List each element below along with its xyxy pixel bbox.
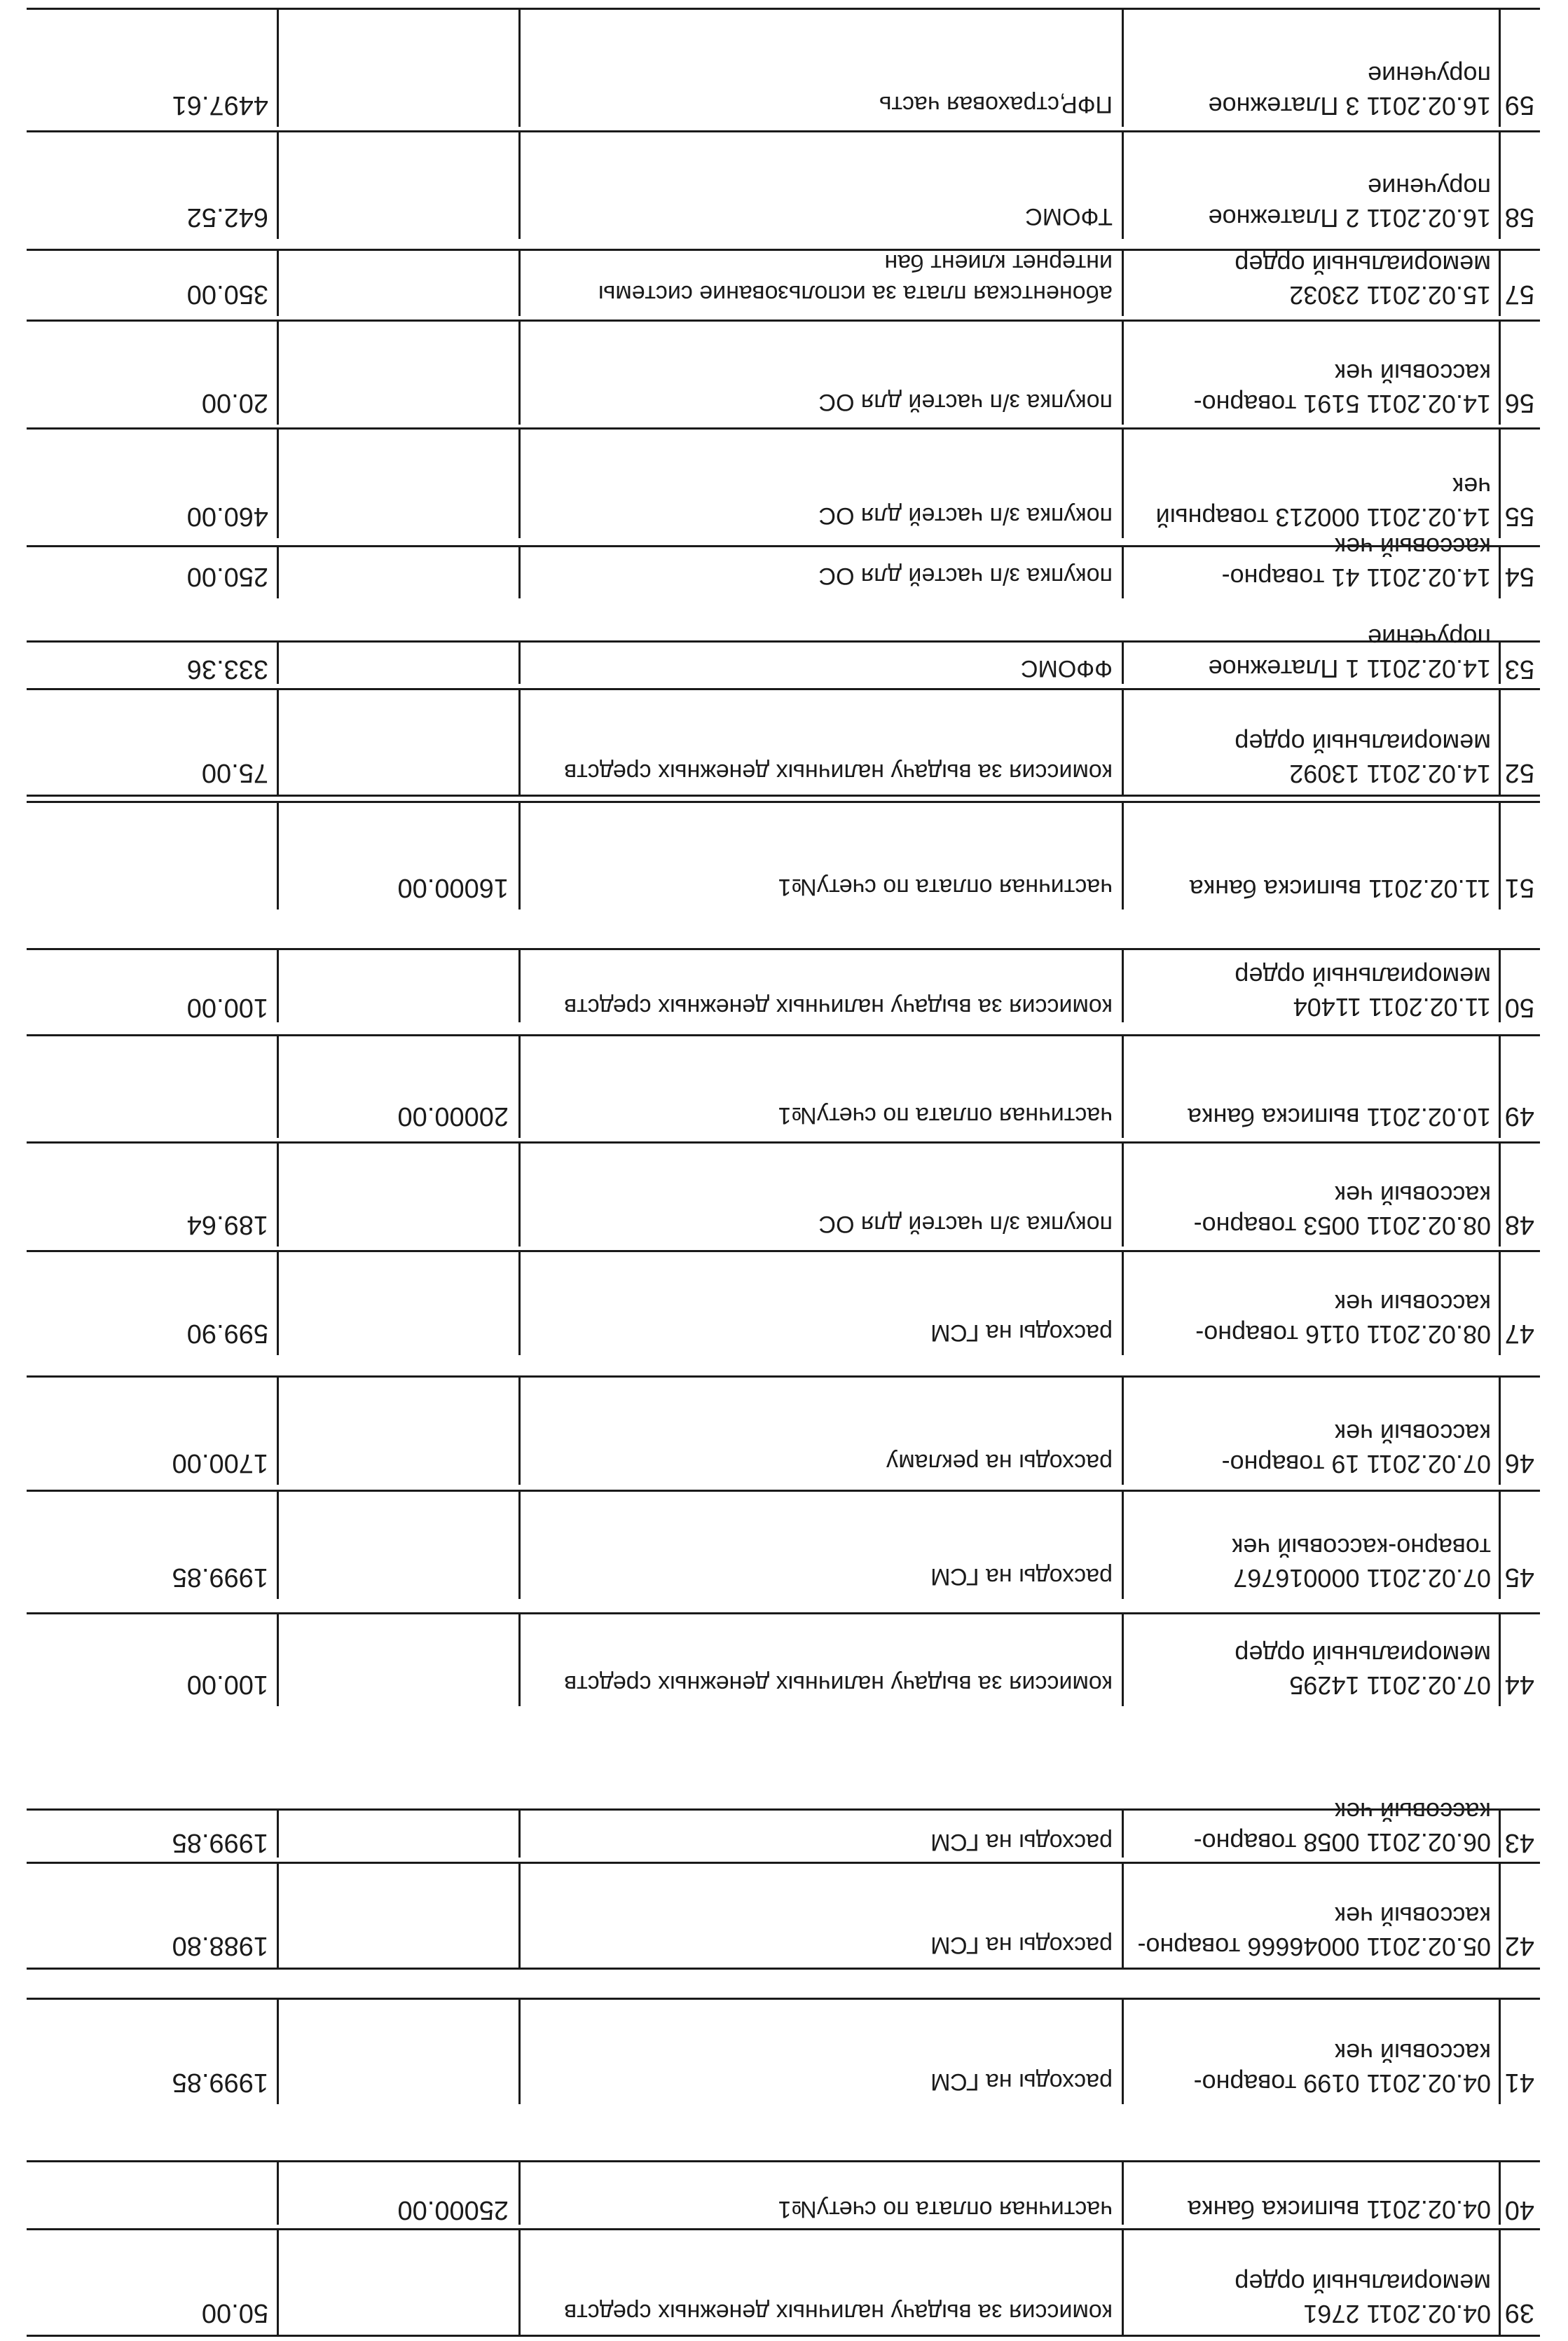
document-number: 11404: [1293, 993, 1362, 1022]
table-row: [27, 1998, 1540, 2104]
row-number: [1501, 2230, 1540, 2335]
document-number: 2761: [1303, 2300, 1360, 2328]
description-text: частичная оплата по счету№1: [778, 2196, 1113, 2223]
document-type: товарный чек: [1155, 472, 1491, 532]
outgoing-amount-text: 1988.80: [172, 1931, 268, 1961]
row-number-text: 58: [1504, 202, 1534, 232]
incoming-amount: [279, 803, 517, 909]
document-number: 23032: [1289, 281, 1360, 310]
table-row: [27, 2228, 1540, 2337]
outgoing-amount: [30, 1378, 275, 1485]
row-number-text: 48: [1504, 1210, 1534, 1240]
document-date: 07.02.2011: [1366, 1671, 1491, 1700]
outgoing-amount-text: 1999.85: [172, 1563, 268, 1592]
table-row: [27, 1612, 1540, 1706]
document-number: 2: [1345, 204, 1360, 233]
document-cell: [1124, 1252, 1497, 1355]
outgoing-amount: [30, 547, 275, 598]
operation-description: [521, 132, 1120, 239]
outgoing-amount: [30, 1614, 275, 1706]
outgoing-amount-text: 20.00: [201, 388, 268, 418]
row-number: [1501, 547, 1540, 598]
outgoing-amount-text: 1700.00: [172, 1448, 268, 1478]
row-number: [1501, 2162, 1540, 2225]
operation-description: [521, 1811, 1120, 1858]
document-date: 04.02.2011: [1366, 2069, 1491, 2098]
description-text: частичная оплата по счету№1: [778, 874, 1113, 900]
document-date: 16.02.2011: [1366, 92, 1491, 121]
document-number: 00046666: [1247, 1932, 1360, 1961]
document-type: мемориальный ордер: [1235, 2269, 1491, 2298]
outgoing-amount-text: 50.00: [201, 2298, 268, 2328]
document-type: товарно-кассовый чек: [1193, 359, 1491, 418]
document-number: 000213: [1275, 503, 1360, 532]
description-text: ТФОМС: [1025, 203, 1113, 230]
document-date: 08.02.2011: [1366, 1211, 1491, 1240]
document-type: товарно-кассовый чек: [1193, 2038, 1491, 2098]
outgoing-amount: [30, 1252, 275, 1355]
description-text: комиссия за выдачу наличных денежных средств: [564, 994, 1113, 1020]
row-number: [1501, 950, 1540, 1022]
incoming-amount: [279, 1492, 517, 1599]
document-number: 19: [1331, 1450, 1360, 1478]
outgoing-amount: [30, 1811, 275, 1858]
document-cell: [1124, 950, 1497, 1022]
table-row: [27, 8, 1540, 127]
row-number: [1501, 1378, 1540, 1485]
operation-description: [521, 10, 1120, 127]
description-text: расходы на ГСМ: [930, 2068, 1113, 2095]
row-number-text: 43: [1504, 1828, 1534, 1858]
row-number: [1501, 643, 1540, 684]
table-row: [27, 533, 1540, 598]
row-number-text: 47: [1504, 1319, 1534, 1348]
incoming-amount: [279, 1036, 517, 1138]
outgoing-amount-text: 189.64: [186, 1210, 268, 1240]
description-text: частичная оплата по счету№1: [778, 1102, 1113, 1129]
document-cell: [1124, 1378, 1497, 1485]
document-date: 07.02.2011: [1366, 1450, 1491, 1478]
document-cell: [1124, 690, 1497, 795]
incoming-amount: [279, 1378, 517, 1485]
description-text: покупка з/п частей для ОС: [818, 563, 1113, 589]
document-number: 0199: [1303, 2069, 1360, 2098]
incoming-amount: [279, 2000, 517, 2104]
incoming-amount: [279, 690, 517, 795]
operation-description: [521, 950, 1120, 1022]
outgoing-amount: [30, 322, 275, 425]
document-number: 14295: [1289, 1671, 1360, 1700]
row-number-text: 50: [1504, 993, 1534, 1022]
document-type: выписка банка: [1188, 2195, 1360, 2224]
row-number-text: 53: [1504, 654, 1534, 684]
description-text: покупка з/п частей для ОС: [818, 502, 1113, 529]
row-number: [1501, 1864, 1540, 1968]
incoming-amount: [279, 1864, 517, 1968]
row-number-text: 56: [1504, 388, 1534, 418]
document-type: выписка банка: [1189, 874, 1362, 903]
row-number: [1501, 10, 1540, 127]
document-date: 14.02.2011: [1366, 390, 1491, 418]
document-type: товарно-кассовый чек: [1221, 533, 1491, 592]
row-number: [1501, 132, 1540, 239]
document-date: 10.02.2011: [1366, 1103, 1491, 1132]
document-number: 3: [1345, 92, 1360, 121]
outgoing-amount: [30, 2000, 275, 2104]
document-type: товарно-кассовый чек: [1193, 1797, 1491, 1857]
table-row: [27, 1490, 1540, 1599]
document-cell: [1124, 2162, 1497, 2225]
description-text: расходы на ГСМ: [930, 1319, 1113, 1346]
document-number: 0053: [1303, 1211, 1360, 1240]
document-type: мемориальный ордер: [1235, 729, 1491, 757]
table-row: [27, 948, 1540, 1022]
incoming-amount: [279, 1252, 517, 1355]
row-number: [1501, 690, 1540, 795]
document-number: 5191: [1303, 390, 1360, 418]
table-row: [27, 1250, 1540, 1355]
row-number-text: 39: [1504, 2298, 1534, 2328]
operation-description: [521, 1378, 1120, 1485]
document-cell: [1124, 430, 1497, 538]
description-text: покупка з/п частей для ОС: [818, 389, 1113, 416]
incoming-amount: [279, 251, 517, 316]
document-cell: [1124, 1864, 1497, 1968]
table-row: [27, 624, 1540, 684]
document-cell: [1124, 2230, 1497, 2335]
document-type: товарно-кассовый чек: [1232, 1533, 1491, 1562]
incoming-amount: [279, 322, 517, 425]
incoming-amount: [279, 132, 517, 239]
document-type: мемориальный ордер: [1235, 1640, 1491, 1669]
outgoing-amount-text: 1999.85: [172, 2068, 268, 2097]
document-type: товарно-кассовый чек: [1221, 1419, 1491, 1478]
row-number-text: 41: [1504, 2068, 1534, 2097]
operation-description: [521, 1492, 1120, 1599]
row-number-text: 40: [1504, 2195, 1534, 2225]
operation-description: [521, 643, 1120, 684]
document-number: 13092: [1289, 760, 1360, 788]
outgoing-amount: [30, 2162, 275, 2225]
document-number: 0116: [1305, 1320, 1360, 1349]
description-text: комиссия за выдачу наличных денежных средств: [564, 759, 1113, 785]
document-cell: [1124, 132, 1497, 239]
description-text: расходы на ГСМ: [930, 1932, 1113, 1958]
document-cell: [1124, 1614, 1497, 1706]
document-date: 14.02.2011: [1366, 503, 1491, 532]
operation-description: [521, 1036, 1120, 1138]
table-row: [27, 1797, 1540, 1858]
row-number: [1501, 1811, 1540, 1858]
incoming-amount: [279, 1811, 517, 1858]
operation-description: [521, 2000, 1120, 2104]
document-date: 11.02.2011: [1368, 874, 1491, 903]
document-cell: [1124, 10, 1497, 127]
document-type: товарно-кассовыи чек: [1195, 1289, 1491, 1349]
description-text: ФФОМС: [1020, 655, 1113, 682]
row-number: [1501, 803, 1540, 909]
outgoing-amount-text: 75.00: [201, 758, 268, 788]
operation-description: [521, 803, 1120, 909]
description-text: расходы на ГСМ: [930, 1829, 1113, 1855]
document-cell: [1124, 803, 1497, 909]
outgoing-amount: [30, 10, 275, 127]
incoming-amount: [279, 950, 517, 1022]
document-type: выписка банка: [1188, 1103, 1360, 1132]
outgoing-amount: [30, 1864, 275, 1968]
row-number-text: 55: [1504, 502, 1534, 531]
description-text: абонентская плата за использование системы интернет клиент бан: [598, 249, 1113, 307]
document-cell: [1124, 1036, 1497, 1138]
description-text: расходы на рекламу: [886, 1449, 1113, 1476]
document-type: Платежное поручение: [1208, 173, 1491, 233]
table-row: [27, 130, 1540, 239]
row-number: [1501, 1492, 1540, 1599]
document-cell: [1124, 1797, 1497, 1858]
row-number: [1501, 1036, 1540, 1138]
operation-description: [521, 1252, 1120, 1355]
incoming-amount-text: 25000.00: [397, 2195, 509, 2225]
outgoing-amount-text: 100.00: [186, 1670, 268, 1699]
document-date: 04.02.2011: [1366, 2195, 1491, 2224]
incoming-amount: [279, 10, 517, 127]
table-row: [27, 801, 1540, 909]
row-number: [1501, 2000, 1540, 2104]
table-row: [27, 427, 1540, 538]
document-number: 000016767: [1233, 1564, 1360, 1593]
table-row: [27, 1034, 1540, 1138]
description-text: расходы на ГСМ: [930, 1563, 1113, 1590]
document-date: 14.02.2011: [1366, 563, 1491, 592]
row-number-text: 44: [1504, 1670, 1534, 1699]
row-number-text: 57: [1504, 280, 1534, 309]
row-number-text: 59: [1504, 90, 1534, 120]
document-date: 07.02.2011: [1366, 1564, 1491, 1593]
outgoing-amount-text: 4497.61: [172, 90, 268, 120]
document-cell: [1124, 322, 1497, 425]
operation-description: [521, 2162, 1120, 2225]
outgoing-amount: [30, 132, 275, 239]
outgoing-amount: [30, 2230, 275, 2335]
row-number: [1501, 1614, 1540, 1706]
outgoing-amount: [30, 1144, 275, 1247]
outgoing-amount: [30, 251, 275, 316]
document-type: товарно-кассовый чек: [1137, 1902, 1491, 1961]
incoming-amount-text: 20000.00: [397, 1101, 509, 1131]
incoming-amount: [279, 643, 517, 684]
operation-description: [521, 690, 1120, 795]
document-number: 41: [1331, 563, 1360, 592]
document-number: 1: [1345, 654, 1360, 683]
document-type: Платежное поручение: [1208, 61, 1491, 121]
operation-description: [521, 2230, 1120, 2335]
outgoing-amount: [30, 430, 275, 538]
row-number-text: 46: [1504, 1448, 1534, 1478]
row-number-text: 54: [1504, 562, 1534, 591]
incoming-amount: [279, 2230, 517, 2335]
operation-description: [521, 1144, 1120, 1247]
outgoing-amount-text: 350.00: [186, 280, 268, 309]
outgoing-amount-text: 333.36: [186, 654, 268, 684]
outgoing-amount: [30, 690, 275, 795]
document-cell: [1124, 533, 1497, 598]
outgoing-amount: [30, 643, 275, 684]
document-type: мемориальный ордер: [1235, 962, 1491, 991]
table-row: [27, 320, 1540, 425]
description-text: покупка з/п частей для ОС: [818, 1211, 1113, 1237]
outgoing-amount: [30, 803, 275, 909]
operation-description: [521, 1614, 1120, 1706]
row-number: [1501, 322, 1540, 425]
document-date: 14.02.2011: [1366, 654, 1491, 683]
outgoing-amount-text: 460.00: [186, 502, 268, 531]
document-date: 05.02.2011: [1366, 1932, 1491, 1961]
document-date: 15.02.2011: [1366, 281, 1491, 310]
operation-description: [521, 430, 1120, 538]
outgoing-amount: [30, 1492, 275, 1599]
document-date: 14.02.2011: [1366, 760, 1491, 788]
document-date: 06.02.2011: [1366, 1828, 1491, 1857]
row-number-text: 45: [1504, 1563, 1534, 1592]
row-number: [1501, 1252, 1540, 1355]
operation-description: [521, 1864, 1120, 1968]
outgoing-amount-text: 1999.85: [172, 1828, 268, 1858]
document-cell: [1124, 251, 1497, 316]
document-number: 0058: [1303, 1828, 1360, 1857]
table-row: [27, 1141, 1540, 1247]
incoming-amount: [279, 1144, 517, 1247]
row-number: [1501, 1144, 1540, 1247]
document-cell: [1124, 624, 1497, 684]
outgoing-amount: [30, 950, 275, 1022]
table-row: [27, 2160, 1540, 2225]
document-date: 08.02.2011: [1366, 1320, 1491, 1349]
outgoing-amount-text: 599.90: [186, 1319, 268, 1348]
document-cell: [1124, 1492, 1497, 1599]
incoming-amount: [279, 430, 517, 538]
operation-description: [521, 547, 1120, 598]
outgoing-amount-text: 100.00: [186, 993, 268, 1022]
operation-description: [521, 251, 1120, 316]
document-type: товарно-кассовый чек: [1193, 1181, 1491, 1240]
incoming-amount: [279, 1614, 517, 1706]
document-type: мемориальный ордер: [1235, 250, 1491, 279]
table-row: [27, 249, 1540, 316]
outgoing-amount: [30, 1036, 275, 1138]
row-number-text: 49: [1504, 1101, 1534, 1131]
document-date: 04.02.2011: [1366, 2300, 1491, 2328]
row-number: [1501, 251, 1540, 316]
table-row: [27, 1862, 1540, 1970]
row-number-text: 42: [1504, 1931, 1534, 1961]
incoming-amount: [279, 2162, 517, 2225]
document-date: 11.02.2011: [1368, 993, 1491, 1022]
incoming-amount-text: 16000.00: [397, 873, 509, 902]
operation-description: [521, 322, 1120, 425]
description-text: комиссия за выдачу наличных денежных средств: [564, 2299, 1113, 2326]
document-cell: [1124, 2000, 1497, 2104]
table-row: [27, 688, 1540, 797]
document-date: 16.02.2011: [1366, 204, 1491, 233]
description-text: комиссия за выдачу наличных денежных средств: [564, 1670, 1113, 1697]
outgoing-amount-text: 250.00: [186, 562, 268, 591]
row-number: [1501, 430, 1540, 538]
table-row: [27, 1375, 1540, 1485]
row-number-text: 52: [1504, 758, 1534, 788]
outgoing-amount-text: 642.52: [186, 202, 268, 232]
row-number-text: 51: [1504, 873, 1534, 902]
document-cell: [1124, 1144, 1497, 1247]
incoming-amount: [279, 547, 517, 598]
document-type: Платежное поручение: [1208, 624, 1491, 683]
description-text: ПФР,страховая часть: [879, 91, 1113, 118]
